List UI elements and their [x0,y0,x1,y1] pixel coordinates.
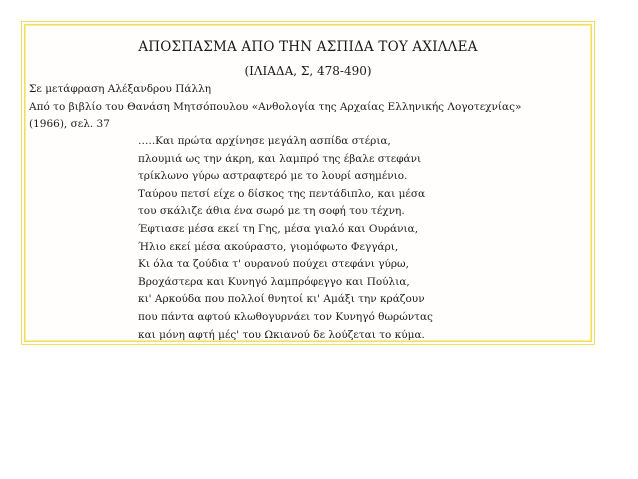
poem-line: Ήλιο εκεί μέσα ακούραστο, γιομόφωτο Φεγγάρι, [138,240,399,253]
document-title: ΑΠΟΣΠΑΣΜΑ ΑΠΟ ΤΗΝ ΑΣΠΙΔΑ ΤΟΥ ΑΧΙΛΛΕΑ [138,39,478,55]
poem-line: Ταύρου πετσί είχε ο δίσκος της πεντάδιπλο, και μέσα [138,187,426,200]
poem-line: τρίκλωνο γύρω αστραφτερό με το λουρί ασημένιο. [138,170,408,183]
document-subtitle: (ΙΛΙΑΔΑ, Σ, 478-490) [244,64,372,78]
poem-line: Βροχάστερα και Κυνηγό λαμπρόφεγγο και Πούλια, [138,275,410,288]
poem-line: πλουμιά ως την άκρη, και λαμπρό της έβαλε στεφάνι [138,152,422,165]
poem-excerpt [138,133,433,344]
poem-line: που πάντα αφτού κλωθογυρνάει τον Κυνηγό θωρώντας [138,310,433,323]
year-page-line: (1966), σελ. 37 [29,118,110,130]
poem-line: του σκάλιζε άθια ένα σωρό με τη σοφή του τέχνη. [138,205,405,218]
poem-line: Κι όλα τα ζούδια τ' ουρανού πούχει στεφάνι γύρω, [138,258,409,271]
source-line: Από το βιβλίο του Θανάση Μητσόπουλου «Ανθολογία της Αρχαίας Ελληνικής Λογοτεχνίας» [29,101,522,113]
poem-line: κι' Αρκούδα που πολλοί θνητοί κι' Αμάξι την κράζουν [138,293,425,306]
translator-line: Σε μετάφραση Αλέξανδρου Πάλλη [29,83,212,95]
poem-line: …..Και πρώτα αρχίνησε μεγάλη ασπίδα στέρια, [138,135,391,147]
poem-line: Έφτιασε μέσα εκεί τη Γης, μέσα γιαλό και Ουράνια, [138,222,419,235]
text-frame [21,21,595,345]
poem-line: και μόνη αφτή μές' του Ωκιανού δε λούζεται το κύμα. [138,328,425,341]
